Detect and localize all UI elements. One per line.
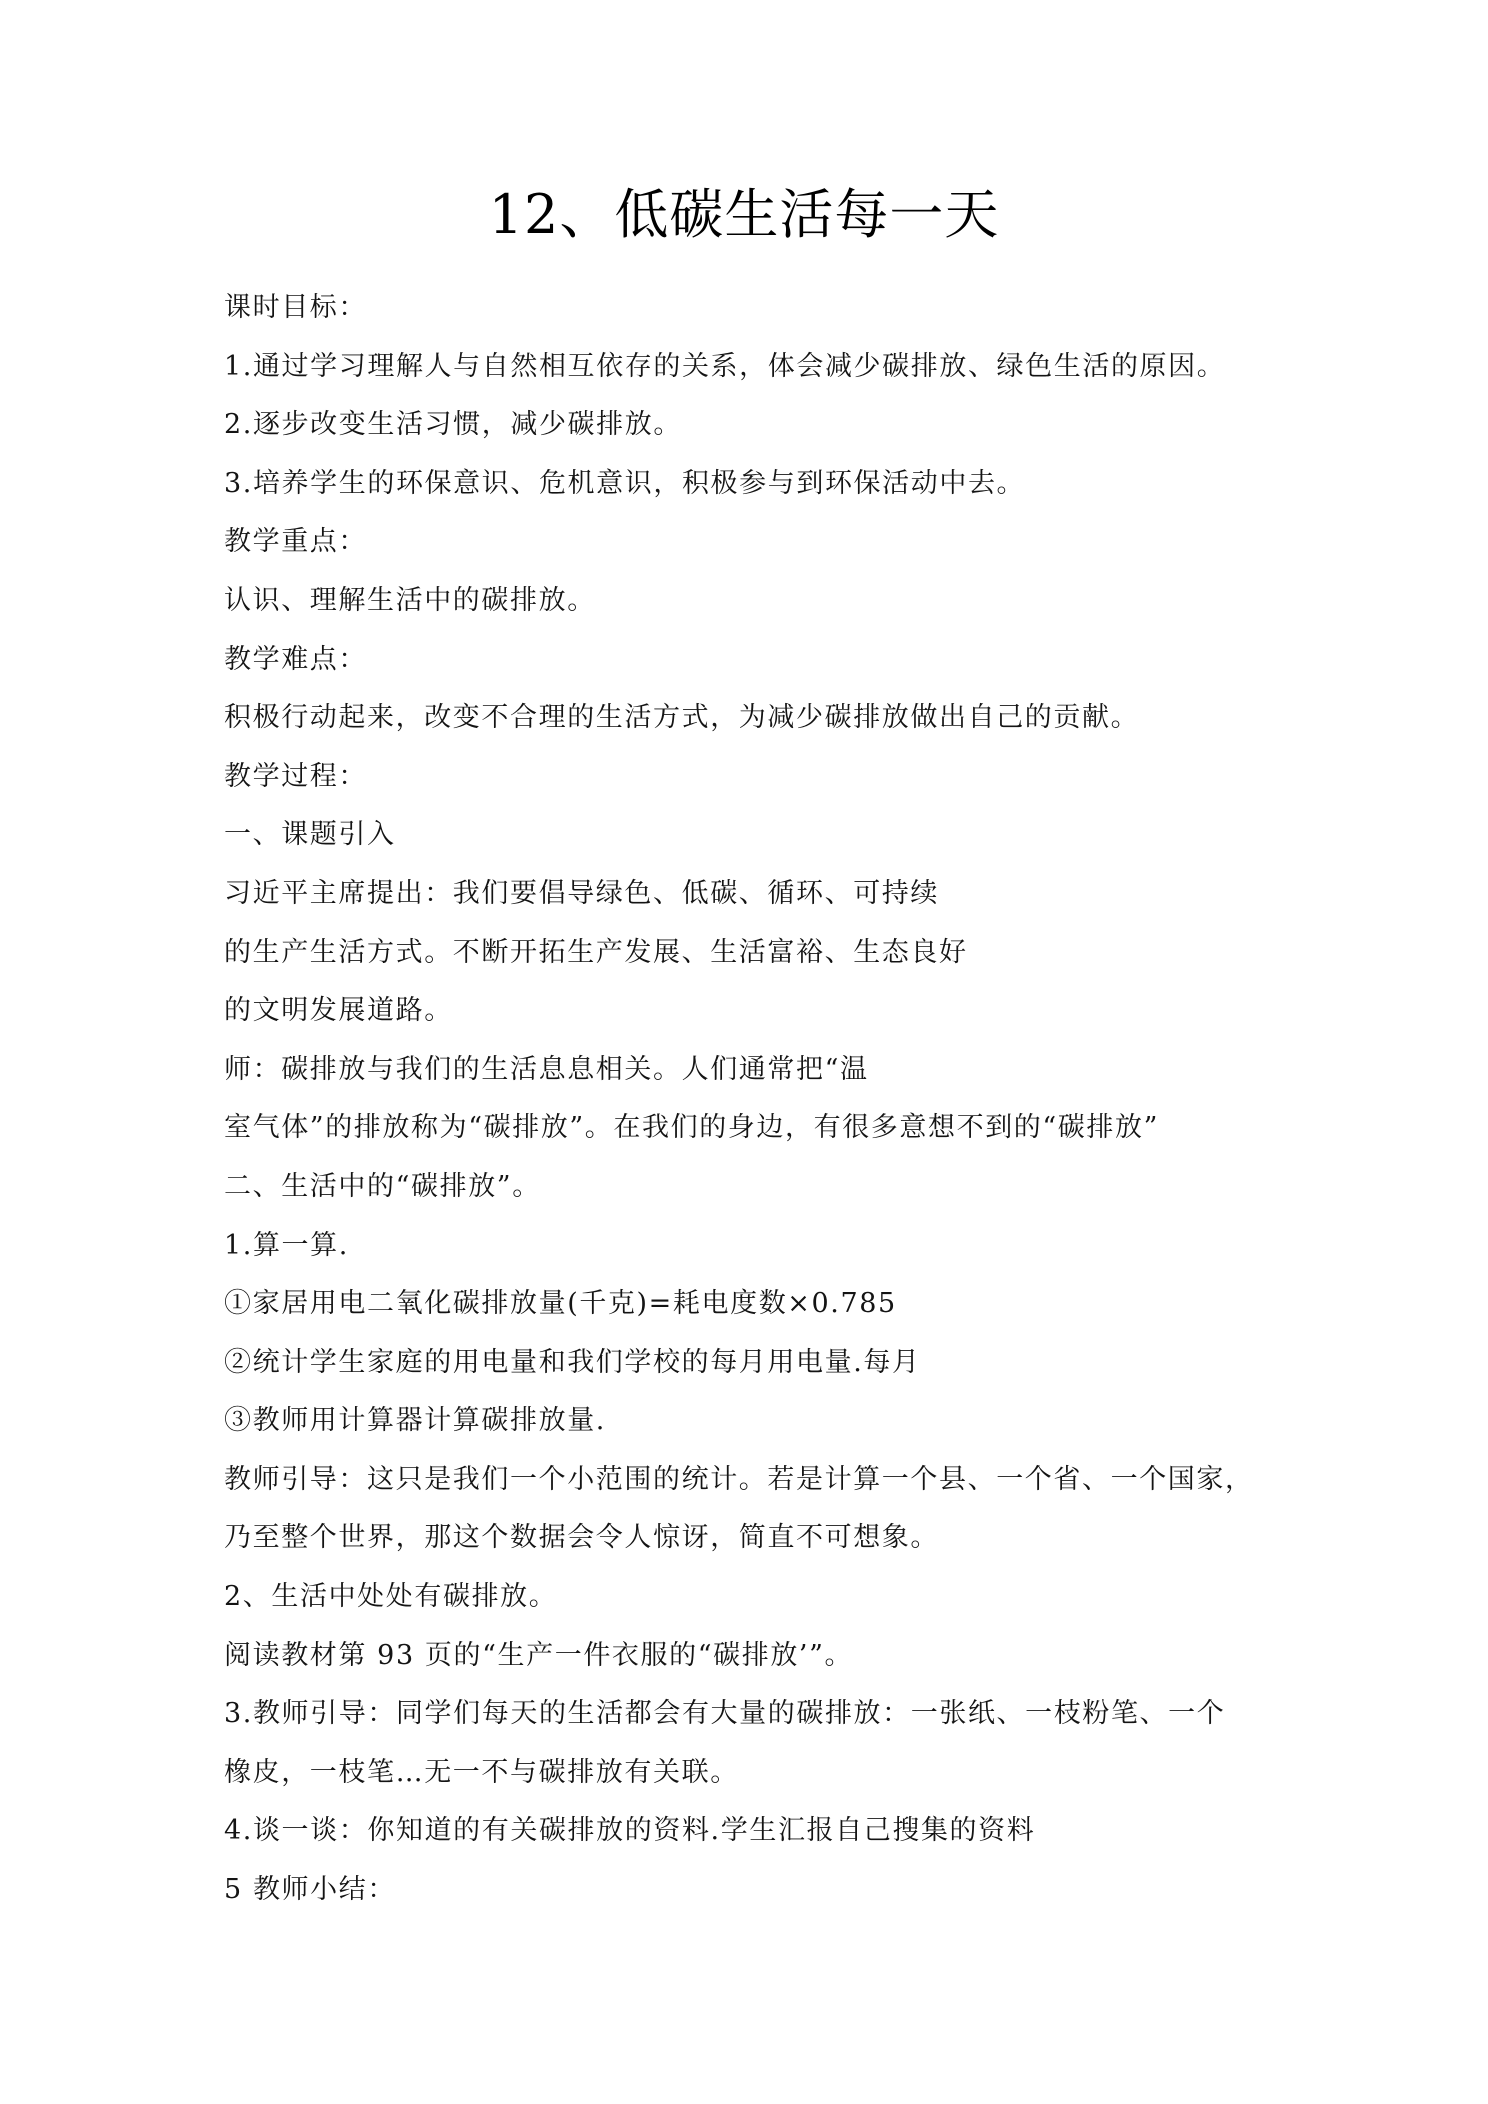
paragraph-line: 教师引导：这只是我们一个小范围的统计。若是计算一个县、一个省、一个国家， bbox=[224, 1463, 1254, 1495]
section-heading-objectives: 课时目标： bbox=[224, 292, 367, 323]
activity-step-2: ②统计学生家庭的用电量和我们学校的每月用电量.每月 bbox=[224, 1346, 921, 1378]
paragraph-line: 阅读教材第 93 页的“生产一件衣服的“碳排放’”。 bbox=[224, 1639, 854, 1671]
paragraph-line: 师：碳排放与我们的生活息息相关。人们通常把“温 bbox=[224, 1053, 869, 1085]
section-heading-process: 教学过程： bbox=[224, 760, 367, 792]
paragraph-line: 的生产生活方式。不断开拓生产发展、生活富裕、生态良好 bbox=[224, 936, 968, 968]
paragraph-line: 的文明发展道路。 bbox=[224, 995, 453, 1027]
difficulties-text: 积极行动起来，改变不合理的生活方式，为减少碳排放做出自己的贡献。 bbox=[224, 702, 1140, 734]
activity-heading-calculate: 1.算一算. bbox=[224, 1229, 349, 1261]
activity-step-1: ①家居用电二氧化碳排放量(千克)=耗电度数×0.785 bbox=[224, 1288, 897, 1320]
subsection-heading-intro: 一、课题引入 bbox=[224, 819, 396, 851]
section-heading-difficulties: 教学难点： bbox=[224, 643, 367, 675]
section-heading-key-points: 教学重点： bbox=[224, 526, 367, 558]
paragraph-line: 习近平主席提出：我们要倡导绿色、低碳、循环、可持续 bbox=[224, 877, 939, 909]
activity-heading-summary: 5 教师小结： bbox=[224, 1874, 396, 1906]
paragraph-line: 3.教师引导：同学们每天的生活都会有大量的碳排放：一张纸、一枝粉笔、一个 bbox=[224, 1698, 1226, 1730]
paragraph-line: 乃至整个世界，那这个数据会令人惊讶，简直不可想象。 bbox=[224, 1522, 939, 1554]
paragraph-line: 橡皮，一枝笔…无一不与碳排放有关联。 bbox=[224, 1756, 739, 1788]
document-title: 12、低碳生活每一天 bbox=[488, 183, 1000, 246]
subsection-heading-carbon-in-life: 二、生活中的“碳排放”。 bbox=[224, 1170, 541, 1202]
paragraph-line: 室气体”的排放称为“碳排放”。在我们的身边，有很多意想不到的“碳排放” bbox=[224, 1112, 1160, 1144]
activity-heading-everywhere: 2、生活中处处有碳排放。 bbox=[224, 1581, 558, 1613]
activity-heading-discuss: 4.谈一谈：你知道的有关碳排放的资料.学生汇报自己搜集的资料 bbox=[224, 1815, 1036, 1847]
objective-item-3: 3.培养学生的环保意识、危机意识，积极参与到环保活动中去。 bbox=[224, 467, 1026, 499]
objective-item-1: 1.通过学习理解人与自然相互依存的关系，体会减少碳排放、绿色生活的原因。 bbox=[224, 350, 1226, 382]
document-body bbox=[224, 288, 1294, 1929]
objective-item-2: 2.逐步改变生活习惯，减少碳排放。 bbox=[224, 409, 682, 441]
key-points-text: 认识、理解生活中的碳排放。 bbox=[224, 584, 596, 616]
activity-step-3: ③教师用计算器计算碳排放量. bbox=[224, 1405, 606, 1437]
